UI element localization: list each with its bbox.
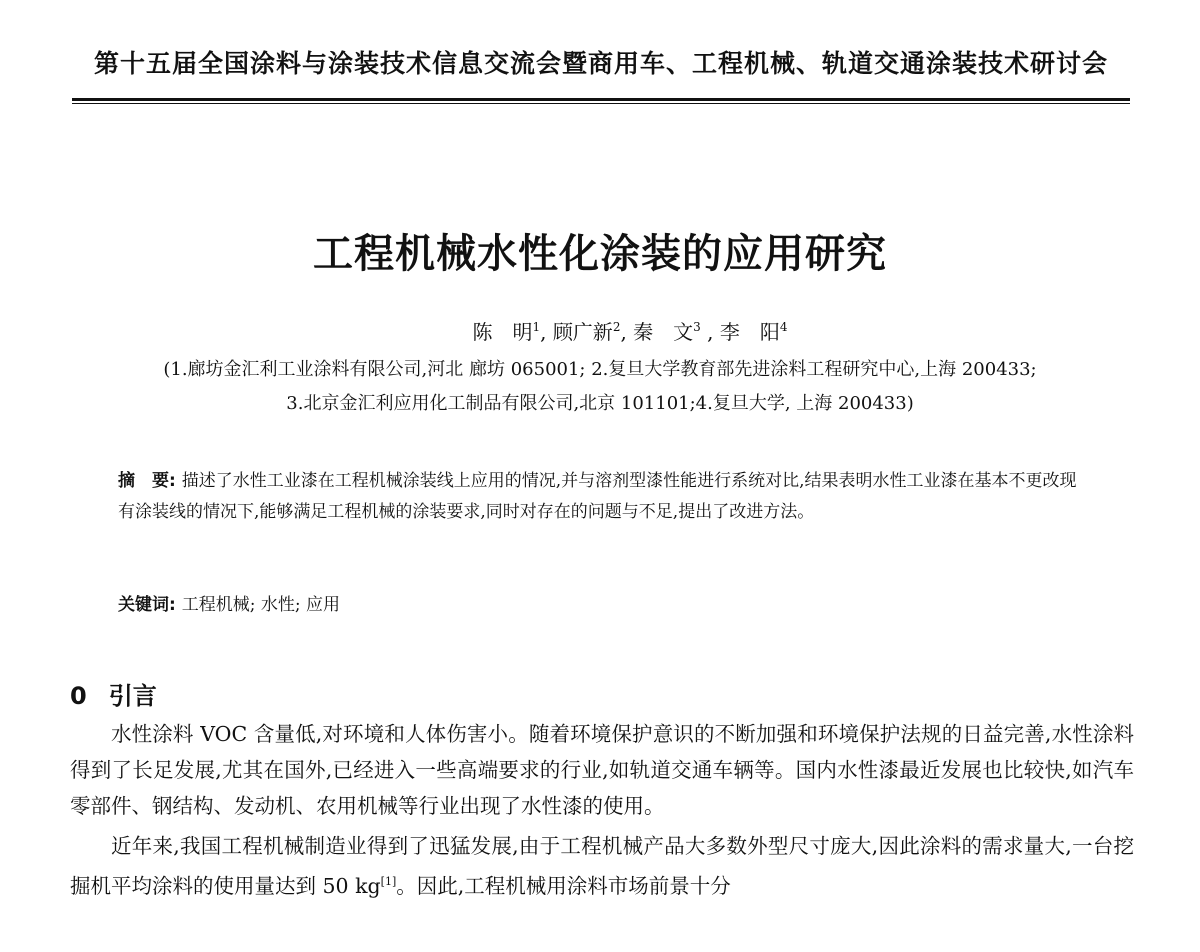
citation-ref: [1] (380, 875, 397, 888)
paragraph-text: 。因此,工程机械用涂料市场前景十分 (396, 873, 731, 898)
author-affiliation-mark: 2 (612, 320, 621, 334)
author-list (0, 316, 1200, 345)
body-text (70, 716, 1134, 908)
keywords-label: 关键词: (118, 595, 182, 615)
header-rule-thin (72, 103, 1130, 104)
paragraph-text: 近年来,我国工程机械制造业得到了迅猛发展,由于工程机械产品大多数外型尺寸庞大,因此涂料的需求量大,一台挖掘机平均涂料的使用量达到 50 kg (70, 834, 1134, 898)
author-name: 李 阳 (719, 320, 780, 344)
conference-header: 第十五届全国涂料与涂装技术信息交流会暨商用车、工程机械、轨道交通涂装技术研讨会 (93, 49, 1108, 78)
author-affiliation-mark: 4 (779, 320, 788, 334)
author-name: 顾广新 (552, 320, 613, 344)
keywords (118, 590, 340, 615)
author-affiliation-mark: 1 (532, 320, 541, 334)
paragraph: 水性涂料 VOC 含量低,对环境和人体伤害小。随着环境保护意识的不断加强和环境保护法规的日益完善,水性涂料得到了长足发展,尤其在国外,已经进入一些高端要求的行业,如轨道交通车辆等。国内水性漆最近发展也比较快,如汽车零部件、钢结构、发动机、农用机械等行业出现了水性漆的使用。 (70, 722, 1134, 818)
affiliations-line-2: 3.北京金汇利应用化工制品有限公司,北京 101101;4.复旦大学, 上海 200433) (286, 393, 914, 414)
author-name: 秦 文 (633, 320, 694, 344)
abstract-text: 描述了水性工业漆在工程机械涂装线上应用的情况,并与溶剂型漆性能进行系统对比,结果表明水性工业漆在基本不更改现有涂装线的情况下,能够满足工程机械的涂装要求,同时对存在的问题与不足,提出了改进方法。 (118, 471, 1077, 522)
section-number: 0 (70, 682, 87, 710)
author-separator: , (620, 320, 634, 344)
author-affiliation-mark: 3 (693, 320, 701, 334)
abstract (118, 466, 1082, 528)
author-separator: , (700, 320, 720, 344)
header-rule-thick (72, 98, 1130, 101)
author-name: 陈 明 (472, 320, 533, 344)
keywords-text: 工程机械; 水性; 应用 (181, 595, 340, 615)
abstract-label: 摘 要: (118, 471, 182, 491)
section-heading (70, 676, 157, 711)
section-title: 引言 (108, 682, 157, 710)
author-separator: , (540, 320, 553, 344)
affiliations-line-1: (1.廊坊金汇利工业涂料有限公司,河北 廊坊 065001; 2.复旦大学教育部先进涂料工程研究中心,上海 200433; (163, 359, 1037, 380)
paper-title: 工程机械水性化涂装的应用研究 (313, 231, 887, 277)
paragraph (70, 828, 1134, 904)
